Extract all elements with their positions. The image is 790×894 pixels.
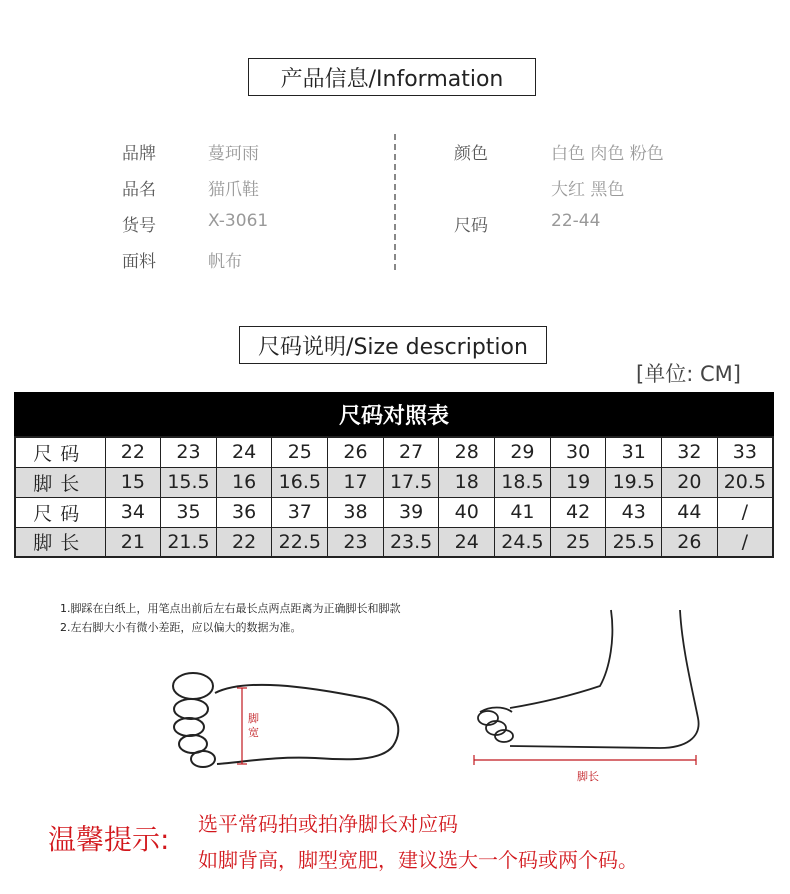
foot-sole-illustration (165, 668, 410, 773)
instep-line (510, 610, 612, 708)
table-cell: 23 (328, 527, 384, 557)
table-cell: 34 (105, 497, 161, 527)
table-cell: 21.5 (161, 527, 217, 557)
table-cell: 26 (328, 437, 384, 467)
foot-width-label: 脚宽 (248, 712, 259, 739)
table-cell: 23.5 (383, 527, 439, 557)
unit-label: [单位: CM] (636, 362, 741, 386)
table-cell: 33 (717, 437, 773, 467)
table-cell: 21 (105, 527, 161, 557)
row-label: 尺码 (15, 437, 105, 467)
toe-2 (174, 699, 208, 719)
table-cell: 26 (662, 527, 718, 557)
color-value-line2: 大红 黑色 (551, 180, 625, 200)
color-value-line1: 白色 肉色 粉色 (551, 144, 664, 164)
measure-note-1: 1.脚踩在白纸上，用笔点出前后左右最长点两点距离为正确脚长和脚款 (60, 602, 401, 615)
table-cell: 40 (439, 497, 495, 527)
tip-line-2: 如脚背高，脚型宽肥，建议选大一个码或两个码。 (198, 848, 638, 872)
table-cell: 15.5 (161, 467, 217, 497)
table-cell: 36 (216, 497, 272, 527)
table-row (15, 527, 773, 557)
table-cell: 41 (495, 497, 551, 527)
table-cell: 25.5 (606, 527, 662, 557)
table-cell: 25 (272, 437, 328, 467)
table-cell: 27 (383, 437, 439, 467)
table-cell: 19.5 (606, 467, 662, 497)
little-toe (191, 751, 215, 767)
table-cell: 39 (383, 497, 439, 527)
table-cell: 37 (272, 497, 328, 527)
table-cell: 31 (606, 437, 662, 467)
tip-line-1: 选平常码拍或拍净脚长对应码 (198, 812, 458, 836)
material-label: 面料 (122, 252, 156, 272)
sku-value: X-3061 (208, 211, 269, 231)
table-row (15, 437, 773, 467)
table-cell: 28 (439, 437, 495, 467)
name-value: 猫爪鞋 (208, 180, 259, 200)
table-cell: 19 (550, 467, 606, 497)
size-label: 尺码 (454, 216, 488, 236)
size-section-title: 尺码说明/Size description (239, 326, 547, 364)
sku-label: 货号 (122, 216, 156, 236)
table-cell: 17.5 (383, 467, 439, 497)
table-row (15, 497, 773, 527)
table-cell: 35 (161, 497, 217, 527)
table-cell: 22.5 (272, 527, 328, 557)
row-label: 脚长 (15, 467, 105, 497)
table-cell: 20 (662, 467, 718, 497)
size-chart-table (14, 436, 774, 558)
row-label: 尺码 (15, 497, 105, 527)
brand-value: 蔓珂雨 (208, 144, 259, 164)
color-label: 颜色 (454, 144, 488, 164)
measure-note-2: 2.左右脚大小有微小差距，应以偏大的数据为准。 (60, 621, 302, 634)
foot-length-label: 脚长 (577, 770, 599, 783)
material-value: 帆布 (208, 252, 242, 272)
table-cell: 18.5 (495, 467, 551, 497)
table-cell: / (717, 527, 773, 557)
table-cell: 16 (216, 467, 272, 497)
table-cell: 22 (105, 437, 161, 467)
table-cell: 38 (328, 497, 384, 527)
table-cell: 17 (328, 467, 384, 497)
table-cell: 20.5 (717, 467, 773, 497)
info-section-title: 产品信息/Information (248, 58, 536, 96)
table-cell: 15 (105, 467, 161, 497)
name-label: 品名 (122, 180, 156, 200)
table-cell: 30 (550, 437, 606, 467)
foot-side-illustration (470, 608, 705, 768)
table-cell: 24 (439, 527, 495, 557)
big-toe (173, 673, 213, 699)
table-cell: 44 (662, 497, 718, 527)
table-cell: 22 (216, 527, 272, 557)
brand-label: 品牌 (122, 144, 156, 164)
table-cell: 29 (495, 437, 551, 467)
toe-3 (174, 718, 204, 736)
table-row (15, 467, 773, 497)
table-cell: 24 (216, 437, 272, 467)
size-value: 22-44 (551, 211, 601, 231)
table-cell: 23 (161, 437, 217, 467)
table-cell: 24.5 (495, 527, 551, 557)
table-cell: 16.5 (272, 467, 328, 497)
table-cell: 18 (439, 467, 495, 497)
table-cell: 32 (662, 437, 718, 467)
row-label: 脚长 (15, 527, 105, 557)
table-cell: 43 (606, 497, 662, 527)
table-cell: 42 (550, 497, 606, 527)
table-cell: / (717, 497, 773, 527)
info-divider (394, 134, 396, 270)
table-cell: 25 (550, 527, 606, 557)
size-chart-title: 尺码对照表 (14, 392, 774, 436)
tips-title: 温馨提示: (48, 823, 170, 856)
